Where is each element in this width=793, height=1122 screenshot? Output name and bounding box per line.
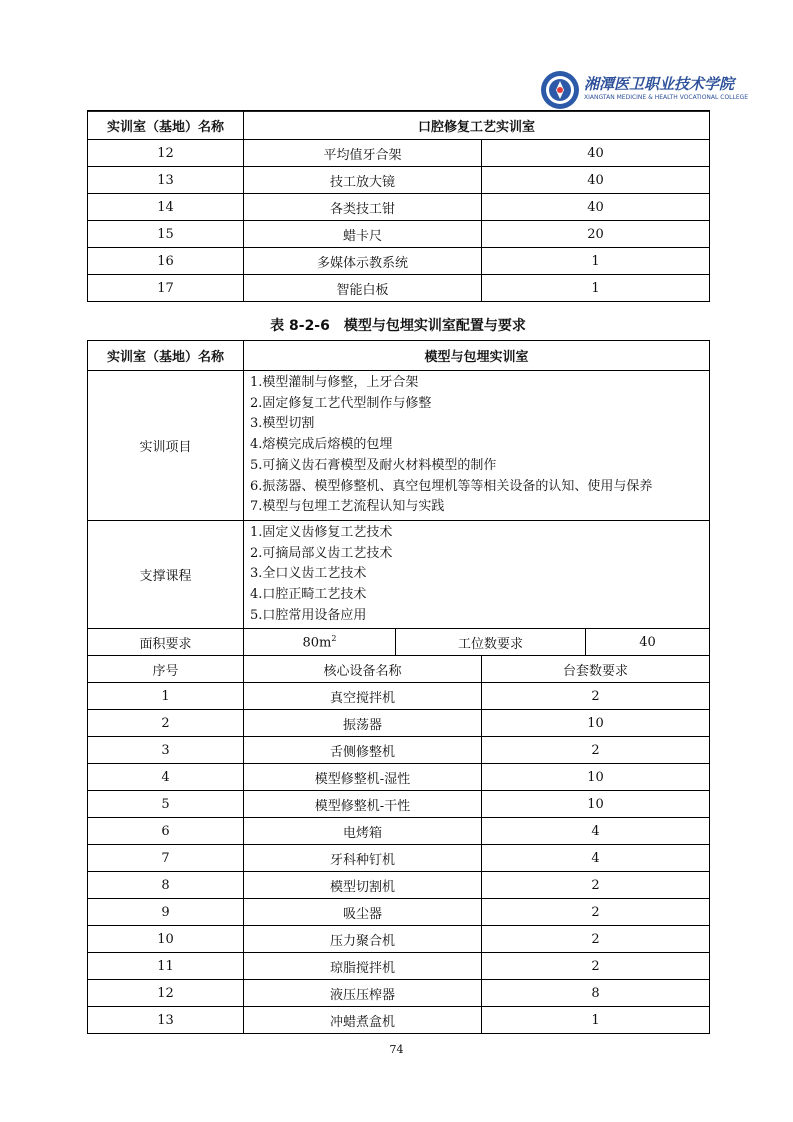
row-no: 2	[88, 710, 244, 737]
table-header-row	[88, 111, 710, 140]
courses-row	[88, 520, 710, 629]
row-qty: 2	[482, 926, 710, 953]
row-qty: 2	[482, 899, 710, 926]
row-no: 14	[88, 194, 244, 221]
row-qty: 10	[482, 764, 710, 791]
table-row	[88, 194, 710, 221]
row-name: 模型切割机	[244, 872, 482, 899]
lab-name-label: 实训室（基地）名称	[88, 111, 244, 140]
list-item: 5.可摘义齿石膏模型及耐火材料模型的制作	[250, 457, 497, 473]
table-row	[88, 221, 710, 248]
row-name: 电烤箱	[244, 818, 482, 845]
row-qty: 4	[482, 818, 710, 845]
area-number: 80m	[302, 635, 332, 651]
row-no: 4	[88, 764, 244, 791]
table-row	[88, 845, 710, 872]
row-qty: 2	[482, 872, 710, 899]
row-qty: 1	[482, 275, 710, 302]
row-qty: 40	[482, 194, 710, 221]
row-qty: 1	[482, 1007, 710, 1034]
row-qty: 4	[482, 845, 710, 872]
table-row	[88, 683, 710, 710]
row-qty: 40	[482, 140, 710, 167]
courses-list	[244, 520, 710, 629]
row-name: 液压压榨器	[244, 980, 482, 1007]
row-qty: 40	[482, 167, 710, 194]
row-no: 5	[88, 791, 244, 818]
row-name: 模型修整机-干性	[244, 791, 482, 818]
row-name: 蜡卡尺	[244, 221, 482, 248]
page-number: 74	[389, 1043, 404, 1056]
row-name: 智能白板	[244, 275, 482, 302]
row-name: 平均值牙合架	[244, 140, 482, 167]
row-no: 17	[88, 275, 244, 302]
table-row	[88, 926, 710, 953]
lab-equipment-table-2	[87, 340, 710, 1034]
training-label: 实训项目	[88, 371, 244, 521]
row-name: 冲蜡煮盒机	[244, 1007, 482, 1034]
row-no: 6	[88, 818, 244, 845]
list-item: 3.全口义齿工艺技术	[250, 566, 367, 582]
courses-label: 支撑课程	[88, 520, 244, 629]
school-name: 湘潭医卫职业技术学院	[584, 75, 735, 93]
list-item: 7.模型与包埋工艺流程认知与实践	[250, 499, 445, 515]
row-name: 琼脂搅拌机	[244, 953, 482, 980]
row-name: 振荡器	[244, 710, 482, 737]
lab-name-value: 模型与包埋实训室	[244, 341, 710, 371]
row-qty: 2	[482, 953, 710, 980]
row-name: 各类技工钳	[244, 194, 482, 221]
col-name-header: 核心设备名称	[244, 656, 482, 683]
table-row	[88, 953, 710, 980]
row-no: 1	[88, 683, 244, 710]
list-item: 4.口腔正畸工艺技术	[250, 587, 367, 603]
col-qty-header: 台套数要求	[482, 656, 710, 683]
row-qty: 1	[482, 248, 710, 275]
table-row	[88, 710, 710, 737]
row-no: 9	[88, 899, 244, 926]
lab-name-value: 口腔修复工艺实训室	[244, 111, 710, 140]
row-no: 11	[88, 953, 244, 980]
col-no-header: 序号	[88, 656, 244, 683]
row-qty: 8	[482, 980, 710, 1007]
table-row	[88, 899, 710, 926]
row-no: 15	[88, 221, 244, 248]
table-row	[88, 980, 710, 1007]
table-row	[88, 818, 710, 845]
list-item: 4.熔模完成后熔模的包埋	[250, 437, 393, 453]
lab-name-label: 实训室（基地）名称	[88, 341, 244, 371]
row-name: 真空搅拌机	[244, 683, 482, 710]
area-unit-sup: 2	[331, 634, 337, 644]
table-row	[88, 737, 710, 764]
school-emblem-icon	[540, 70, 580, 110]
row-no: 10	[88, 926, 244, 953]
row-name: 技工放大镜	[244, 167, 482, 194]
table-row	[88, 275, 710, 302]
lab-equipment-table-1	[87, 110, 710, 302]
table-header-row	[88, 341, 710, 371]
row-no: 12	[88, 980, 244, 1007]
list-item: 5.口腔常用设备应用	[250, 607, 367, 623]
stations-label: 工位数要求	[396, 629, 586, 656]
table-row	[88, 167, 710, 194]
list-item: 3.模型切割	[250, 416, 315, 432]
row-name: 吸尘器	[244, 899, 482, 926]
list-item: 1.固定义齿修复工艺技术	[250, 524, 393, 540]
area-label: 面积要求	[88, 629, 244, 656]
list-item: 6.振荡器、模型修整机、真空包埋机等等相关设备的认知、使用与保养	[250, 478, 653, 494]
school-name-en: XIANGTAN MEDICINE & HEALTH VOCATIONAL COLLEGE	[584, 94, 749, 101]
row-name: 舌侧修整机	[244, 737, 482, 764]
training-items-list	[244, 371, 710, 521]
list-item: 2.可摘局部义齿工艺技术	[250, 545, 393, 561]
row-no: 8	[88, 872, 244, 899]
row-no: 7	[88, 845, 244, 872]
stations-value: 40	[586, 629, 710, 656]
row-no: 16	[88, 248, 244, 275]
table-row	[88, 140, 710, 167]
list-item: 1.模型灌制与修整，上牙合架	[250, 375, 419, 390]
row-qty: 2	[482, 683, 710, 710]
row-no: 13	[88, 1007, 244, 1034]
row-name: 模型修整机-湿性	[244, 764, 482, 791]
row-qty: 20	[482, 221, 710, 248]
table-row	[88, 764, 710, 791]
area-value	[244, 629, 396, 656]
row-qty: 10	[482, 791, 710, 818]
training-items-row	[88, 371, 710, 521]
row-no: 3	[88, 737, 244, 764]
list-item: 2.固定修复工艺代型制作与修整	[250, 395, 432, 411]
column-header-row	[88, 656, 710, 683]
table-row	[88, 872, 710, 899]
table-row	[88, 791, 710, 818]
row-name: 压力聚合机	[244, 926, 482, 953]
area-row	[88, 629, 710, 656]
table-row	[88, 248, 710, 275]
row-qty: 2	[482, 737, 710, 764]
school-logo	[540, 70, 749, 112]
table-caption: 表 8-2-6 模型与包埋实训室配置与要求	[270, 318, 526, 334]
row-no: 12	[88, 140, 244, 167]
row-no: 13	[88, 167, 244, 194]
row-qty: 10	[482, 710, 710, 737]
row-name: 多媒体示教系统	[244, 248, 482, 275]
row-name: 牙科种钉机	[244, 845, 482, 872]
table-row	[88, 1007, 710, 1034]
